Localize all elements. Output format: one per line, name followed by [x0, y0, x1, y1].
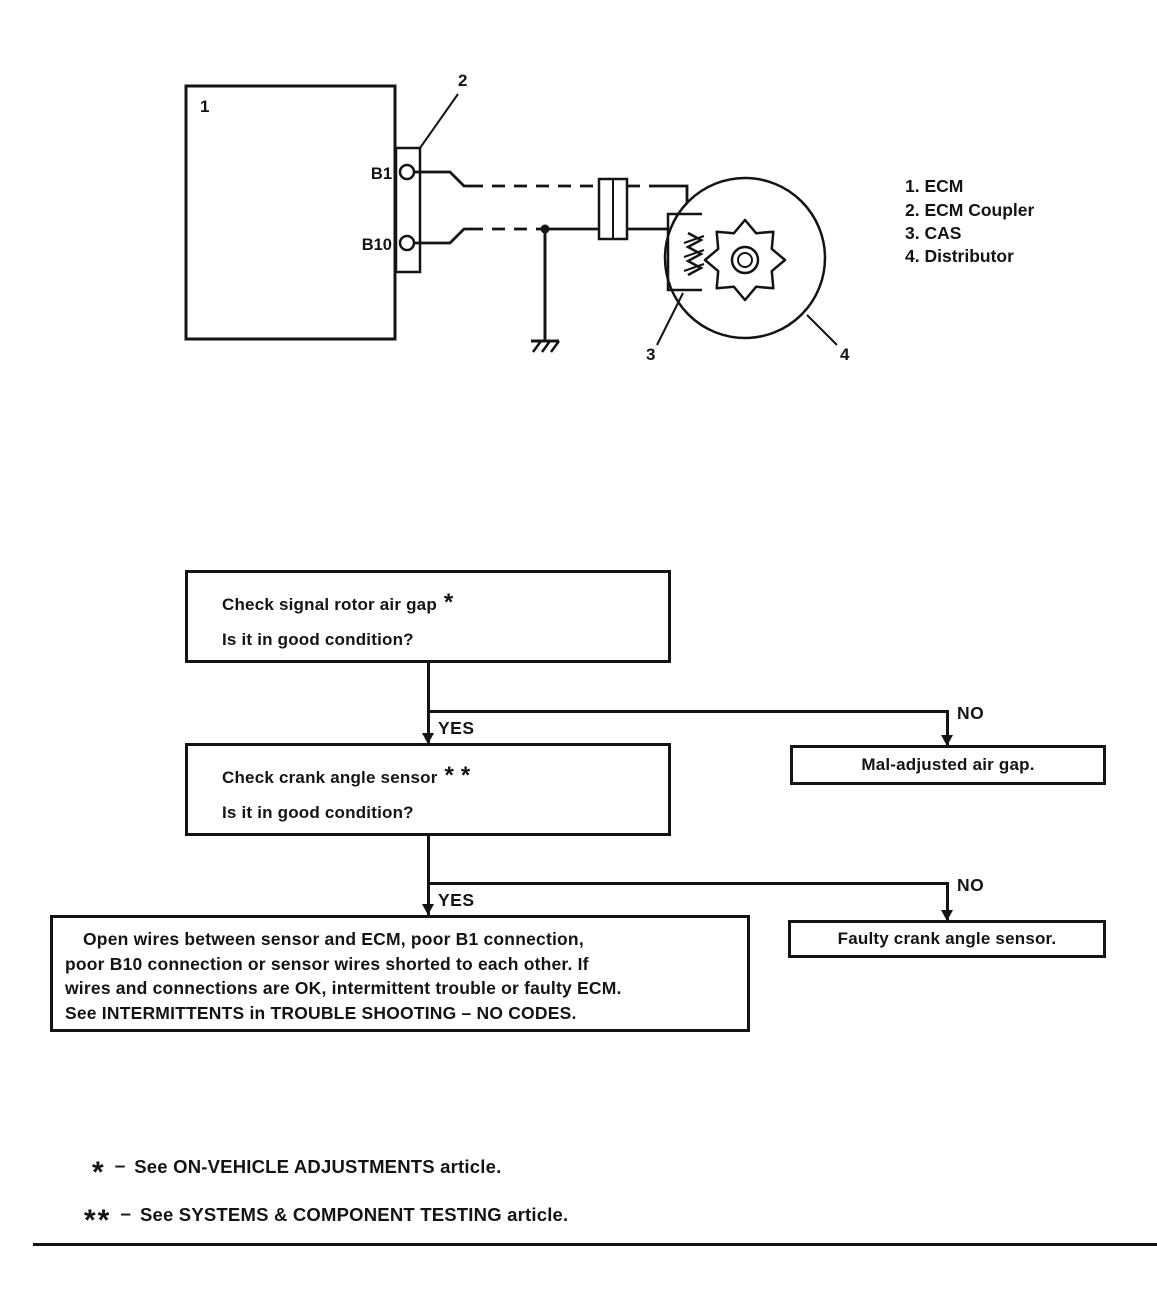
inline-connector [599, 179, 627, 239]
footnote-adjustments [92, 1156, 502, 1189]
flow-line [427, 882, 948, 885]
branch-label-no: NO [957, 875, 985, 895]
flow-line [427, 710, 948, 713]
legend-item: 4. Distributor [905, 246, 1014, 266]
decision-text: Check signal rotor air gap * [222, 589, 454, 616]
decision-question: Is it in good condition? [222, 630, 414, 649]
legend-item: 1. ECM [905, 176, 964, 196]
decision-text: Check crank angle sensor * * [222, 762, 471, 789]
double-asterisk-icon: ** [84, 1204, 112, 1237]
asterisk-icon: * [443, 589, 454, 616]
footnote-text: See ON-VEHICLE ADJUSTMENTS article. [134, 1156, 502, 1177]
ecm-number-label: 1 [200, 97, 210, 116]
result-box-open-wires [50, 915, 750, 1032]
coupler-leader-line [420, 94, 458, 148]
wiring-diagram [0, 0, 1157, 430]
result-text-line: See INTERMITTENTS in TROUBLE SHOOTING – NO CODES. [65, 1002, 577, 1023]
result-text: Faulty crank angle sensor. [837, 929, 1057, 948]
footnote-dash: – [120, 1204, 131, 1225]
decision-box-signal-rotor [185, 570, 671, 663]
distributor-leader-line [807, 315, 837, 345]
result-text: Mal-adjusted air gap. [861, 755, 1035, 774]
page-divider [33, 1243, 1157, 1246]
legend-item: 3. CAS [905, 223, 962, 243]
wire-b10 [414, 229, 668, 243]
terminal-b1-pin [400, 165, 414, 179]
terminal-b10-label: B10 [361, 236, 392, 254]
legend-item: 2. ECM Coupler [905, 200, 1035, 220]
ground-symbol [531, 225, 559, 353]
signal-rotor [705, 220, 785, 300]
coupler-number-label: 2 [458, 71, 468, 90]
footnote-component-testing [84, 1204, 569, 1237]
cas-number-label: 3 [646, 345, 656, 364]
distributor-number-label: 4 [840, 345, 850, 364]
ecm-box [186, 86, 395, 339]
result-text-line: Open wires between sensor and ECM, poor B1 connection, [83, 929, 584, 949]
branch-label-yes: YES [438, 890, 475, 910]
result-box-faulty-sensor [788, 920, 1106, 958]
branch-label-no: NO [957, 703, 985, 723]
flow-line [427, 663, 430, 743]
asterisk-icon: * [92, 1156, 106, 1189]
result-text-line: poor B10 connection or sensor wires shorted to each other. If [65, 953, 589, 974]
legend [905, 176, 1035, 266]
flow-arrow [422, 904, 434, 915]
wire-b1 [414, 172, 687, 214]
footnote-text: See SYSTEMS & COMPONENT TESTING article. [139, 1204, 569, 1225]
terminal-b1-label: B1 [370, 165, 392, 183]
double-asterisk-icon: * * [444, 762, 471, 789]
branch-label-yes: YES [438, 718, 475, 738]
terminal-b10-pin [400, 236, 414, 250]
result-text-line: wires and connections are OK, intermittent trouble or faulty ECM. [65, 978, 622, 998]
cas-leader-line [657, 293, 683, 345]
footnote-dash: – [114, 1156, 126, 1177]
decision-box-crank-angle-sensor [185, 743, 671, 836]
decision-question: Is it in good condition? [222, 803, 414, 822]
result-box-air-gap [790, 745, 1106, 785]
